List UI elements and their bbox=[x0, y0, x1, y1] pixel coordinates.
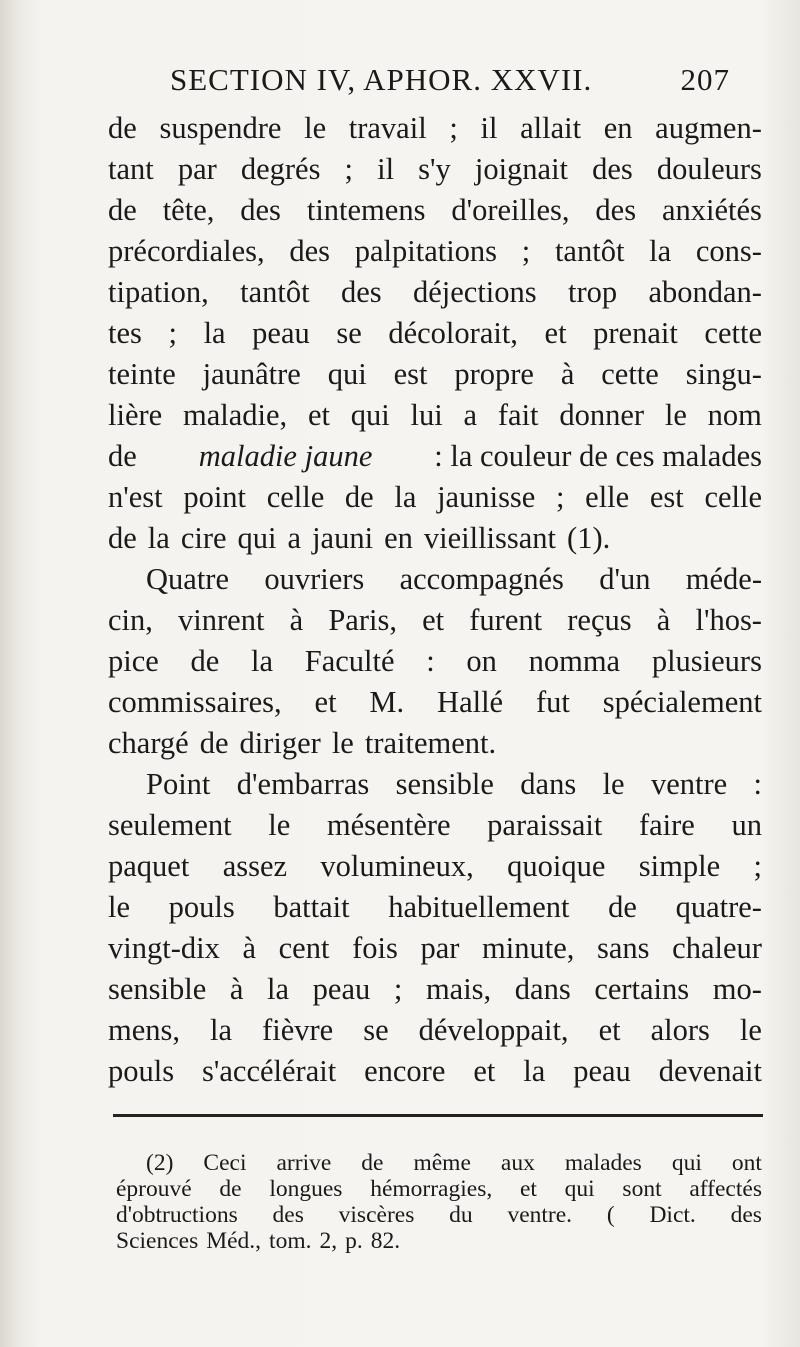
word: se bbox=[363, 1013, 389, 1047]
word: précordiales, bbox=[108, 234, 265, 268]
word: la bbox=[523, 1054, 546, 1088]
word: Sciences bbox=[116, 1228, 199, 1254]
word: d'oreilles, bbox=[451, 193, 570, 227]
word: fut bbox=[535, 685, 570, 719]
word: : bbox=[426, 644, 435, 678]
word: jaunâtre bbox=[202, 357, 301, 391]
word: tintemens bbox=[306, 193, 426, 227]
word: de bbox=[108, 521, 137, 555]
word: M. bbox=[369, 685, 405, 719]
word: peau bbox=[252, 316, 310, 350]
text-line bbox=[108, 149, 762, 190]
word: prenait bbox=[593, 316, 678, 350]
word: et bbox=[422, 603, 445, 637]
word: de bbox=[608, 890, 637, 924]
word: simple bbox=[638, 849, 721, 883]
word: vinrent bbox=[178, 603, 265, 637]
word: ( bbox=[606, 1202, 615, 1228]
word: ; bbox=[449, 111, 458, 145]
text-line bbox=[108, 272, 762, 313]
word: d'embarras bbox=[236, 767, 370, 801]
word: reçus bbox=[567, 603, 632, 637]
word: et bbox=[519, 1176, 537, 1202]
word: sans bbox=[597, 931, 650, 965]
word: tes bbox=[108, 316, 142, 350]
text-line bbox=[108, 313, 762, 354]
word: paquet bbox=[108, 849, 190, 883]
paragraph-start-line bbox=[108, 764, 762, 805]
word: arrive bbox=[276, 1150, 332, 1176]
word: cons- bbox=[695, 234, 762, 268]
word: peau bbox=[312, 972, 371, 1006]
word: diriger bbox=[239, 726, 321, 760]
text-segment: de bbox=[108, 439, 137, 473]
word: suspendre bbox=[159, 111, 282, 145]
word: la bbox=[251, 644, 274, 678]
word: travail bbox=[348, 111, 427, 145]
word: la bbox=[267, 972, 290, 1006]
word: lui bbox=[410, 398, 443, 432]
word: nomma bbox=[528, 644, 621, 678]
word: jauni bbox=[312, 521, 374, 555]
word: a bbox=[287, 521, 302, 555]
word: à bbox=[656, 603, 671, 637]
footnote-line bbox=[116, 1150, 762, 1176]
word: tantôt bbox=[240, 275, 310, 309]
word: des bbox=[340, 275, 382, 309]
word: ouvriers bbox=[264, 562, 365, 596]
word: a bbox=[463, 398, 478, 432]
word: celle bbox=[266, 480, 325, 514]
footnote-line bbox=[116, 1228, 762, 1254]
word: la bbox=[147, 521, 170, 555]
word: chargé bbox=[108, 726, 189, 760]
text-line bbox=[108, 436, 762, 477]
word: (2) bbox=[146, 1150, 174, 1176]
word: à bbox=[229, 972, 244, 1006]
text-line bbox=[108, 928, 762, 969]
italic-term: maladie jaune bbox=[198, 439, 373, 473]
text-line bbox=[108, 600, 762, 641]
word: on bbox=[466, 644, 497, 678]
word: p. bbox=[345, 1228, 363, 1254]
word: faire bbox=[638, 808, 695, 842]
word: à bbox=[289, 603, 304, 637]
word: des bbox=[595, 193, 637, 227]
word: (1). bbox=[567, 521, 611, 555]
word: degrés bbox=[240, 152, 321, 186]
word: qui bbox=[327, 357, 367, 391]
word: décolorait, bbox=[388, 316, 518, 350]
word: mésentère bbox=[326, 808, 451, 842]
word: alors bbox=[650, 1013, 710, 1047]
word: maladie, bbox=[182, 398, 288, 432]
word: se bbox=[336, 316, 362, 350]
word: de bbox=[190, 644, 220, 678]
word: le bbox=[304, 111, 327, 145]
word: il bbox=[480, 111, 498, 145]
word: ; bbox=[556, 480, 565, 514]
word: s'y bbox=[418, 152, 451, 186]
word: tant bbox=[108, 152, 154, 186]
word: du bbox=[449, 1202, 473, 1228]
word: certains bbox=[594, 972, 690, 1006]
word: celle bbox=[704, 480, 762, 514]
word: le bbox=[739, 1013, 762, 1047]
word: sensible bbox=[108, 972, 207, 1006]
word: en bbox=[384, 521, 413, 555]
word: volumineux, bbox=[320, 849, 474, 883]
footnote-line bbox=[116, 1176, 762, 1202]
text-line bbox=[108, 682, 762, 723]
word: sont bbox=[622, 1176, 662, 1202]
word: éprouvé bbox=[116, 1176, 192, 1202]
word: battait bbox=[273, 890, 350, 924]
word: fièvre bbox=[262, 1013, 334, 1047]
word: : bbox=[753, 767, 762, 801]
word: douleurs bbox=[656, 152, 762, 186]
word: de bbox=[361, 1150, 384, 1176]
word: fois bbox=[352, 931, 398, 965]
word: seulement bbox=[108, 808, 232, 842]
word: par bbox=[177, 152, 217, 186]
text-line bbox=[108, 395, 762, 436]
word: cette bbox=[704, 316, 762, 350]
word: ; bbox=[344, 152, 354, 186]
word: devenait bbox=[658, 1054, 762, 1088]
word: mo- bbox=[712, 972, 762, 1006]
footnote bbox=[116, 1150, 762, 1254]
word: la bbox=[649, 234, 672, 268]
word: le bbox=[268, 808, 291, 842]
word: est bbox=[393, 357, 428, 391]
word: dans bbox=[514, 972, 571, 1006]
word: pouls bbox=[108, 1054, 175, 1088]
word: la bbox=[394, 480, 417, 514]
word: même bbox=[413, 1150, 471, 1176]
text-line bbox=[108, 1010, 762, 1051]
word: des bbox=[592, 152, 633, 186]
word: accompagnés bbox=[399, 562, 564, 596]
word: Point bbox=[146, 767, 211, 801]
word: anxiétés bbox=[661, 193, 762, 227]
word: sensible bbox=[395, 767, 494, 801]
word: habituellement bbox=[388, 890, 570, 924]
text-line bbox=[108, 723, 762, 764]
word: ; bbox=[393, 972, 403, 1006]
word: donner bbox=[559, 398, 645, 432]
word: tom. bbox=[269, 1228, 312, 1254]
word: augmen- bbox=[655, 111, 762, 145]
word: malades bbox=[564, 1150, 642, 1176]
word: spécialement bbox=[602, 685, 762, 719]
word: 2, bbox=[319, 1228, 338, 1254]
word: et bbox=[544, 316, 567, 350]
word: qui bbox=[564, 1176, 595, 1202]
word: cin, bbox=[108, 603, 153, 637]
text-line bbox=[108, 969, 762, 1010]
word: de bbox=[108, 111, 137, 145]
word: jaunisse bbox=[437, 480, 536, 514]
paragraph-start-line bbox=[108, 559, 762, 600]
word: ventre bbox=[650, 767, 728, 801]
word: palpitations bbox=[354, 234, 498, 268]
word: pice bbox=[108, 644, 159, 678]
word: traitement. bbox=[364, 726, 497, 760]
word: Paris, bbox=[328, 603, 397, 637]
word: hémorragies, bbox=[370, 1176, 493, 1202]
word: mais, bbox=[425, 972, 492, 1006]
text-segment: : la couleur de ces malades bbox=[434, 439, 762, 473]
word: de bbox=[219, 1176, 242, 1202]
word: ; bbox=[168, 316, 177, 350]
word: Hallé bbox=[437, 685, 504, 719]
word: des bbox=[289, 234, 331, 268]
word: tipation, bbox=[108, 275, 209, 309]
word: lière bbox=[108, 398, 163, 432]
word: ont bbox=[731, 1150, 762, 1176]
body-text bbox=[108, 108, 762, 1092]
word: quoique bbox=[507, 849, 606, 883]
word: point bbox=[183, 480, 247, 514]
word: cette bbox=[601, 357, 659, 391]
text-line bbox=[108, 805, 762, 846]
text-line bbox=[108, 231, 762, 272]
word: en bbox=[603, 111, 633, 145]
word: 82. bbox=[370, 1228, 401, 1254]
word: s'accélérait bbox=[202, 1054, 337, 1088]
text-line bbox=[108, 108, 762, 149]
word: qui bbox=[237, 521, 277, 555]
word: le bbox=[602, 767, 625, 801]
word: et bbox=[314, 685, 337, 719]
word: propre bbox=[454, 357, 534, 391]
word: quatre- bbox=[675, 890, 762, 924]
word: méde- bbox=[685, 562, 762, 596]
text-line bbox=[108, 518, 762, 559]
word: tantôt bbox=[554, 234, 625, 268]
word: de bbox=[344, 480, 374, 514]
word: dans bbox=[520, 767, 577, 801]
word: vieillissant bbox=[423, 521, 557, 555]
word: affectés bbox=[689, 1176, 762, 1202]
word: l'hos- bbox=[695, 603, 762, 637]
text-line bbox=[108, 190, 762, 231]
text-line bbox=[108, 1051, 762, 1092]
word: déjections bbox=[412, 275, 537, 309]
word: cire bbox=[180, 521, 227, 555]
word: à bbox=[560, 357, 575, 391]
word: Méd., bbox=[206, 1228, 262, 1254]
word: nom bbox=[707, 398, 762, 432]
word: la bbox=[203, 316, 226, 350]
word: et bbox=[598, 1013, 621, 1047]
page-number: 207 bbox=[680, 62, 730, 97]
word: ; bbox=[753, 849, 762, 883]
word: singu- bbox=[685, 357, 762, 391]
word: qui bbox=[350, 398, 390, 432]
word: Faculté bbox=[304, 644, 395, 678]
word: le bbox=[664, 398, 687, 432]
word: est bbox=[649, 480, 684, 514]
word: d'obtructions bbox=[116, 1202, 238, 1228]
word: fait bbox=[497, 398, 539, 432]
word: Quatre bbox=[146, 562, 229, 596]
footnote-line bbox=[116, 1202, 762, 1228]
word: peau bbox=[573, 1054, 631, 1088]
word: qui bbox=[671, 1150, 702, 1176]
word: allait bbox=[520, 111, 582, 145]
running-title: SECTION IV, APHOR. XXVII. bbox=[170, 62, 593, 97]
word: chaleur bbox=[672, 931, 762, 965]
word: il bbox=[377, 152, 395, 186]
text-line bbox=[108, 641, 762, 682]
word: des bbox=[240, 193, 281, 227]
word: de bbox=[108, 193, 137, 227]
word: plusieurs bbox=[651, 644, 762, 678]
word: ; bbox=[521, 234, 531, 268]
word: trop bbox=[567, 275, 618, 309]
text-line bbox=[108, 477, 762, 518]
footnote-rule bbox=[113, 1114, 763, 1117]
text-line bbox=[108, 887, 762, 928]
word: et bbox=[307, 398, 330, 432]
word: des bbox=[730, 1202, 762, 1228]
word: développait, bbox=[418, 1013, 569, 1047]
word: n'est bbox=[108, 480, 163, 514]
word: par bbox=[420, 931, 460, 965]
word: et bbox=[473, 1054, 496, 1088]
word: encore bbox=[364, 1054, 446, 1088]
word: abondan- bbox=[648, 275, 762, 309]
word: Dict. bbox=[649, 1202, 696, 1228]
word: viscères bbox=[338, 1202, 415, 1228]
word: minute, bbox=[482, 931, 575, 965]
word: des bbox=[272, 1202, 304, 1228]
word: tête, bbox=[162, 193, 215, 227]
word: d'un bbox=[599, 562, 651, 596]
word: le bbox=[331, 726, 354, 760]
word: longues bbox=[269, 1176, 343, 1202]
word: assez bbox=[222, 849, 288, 883]
word: mens, bbox=[108, 1013, 181, 1047]
word: teinte bbox=[108, 357, 176, 391]
word: joignait bbox=[474, 152, 569, 186]
word: ventre. bbox=[507, 1202, 573, 1228]
word: elle bbox=[585, 480, 630, 514]
word: pouls bbox=[168, 890, 235, 924]
text-line bbox=[108, 354, 762, 395]
word: le bbox=[108, 890, 131, 924]
text-line bbox=[108, 846, 762, 887]
word: de bbox=[199, 726, 229, 760]
word: commissaires, bbox=[108, 685, 282, 719]
word: la bbox=[210, 1013, 233, 1047]
word: furent bbox=[469, 603, 543, 637]
word: paraissait bbox=[487, 808, 603, 842]
word: aux bbox=[500, 1150, 535, 1176]
word: Ceci bbox=[203, 1150, 247, 1176]
word: cent bbox=[278, 931, 330, 965]
word: à bbox=[242, 931, 257, 965]
running-head bbox=[170, 62, 770, 98]
word: un bbox=[731, 808, 762, 842]
word: vingt-dix bbox=[108, 931, 220, 965]
